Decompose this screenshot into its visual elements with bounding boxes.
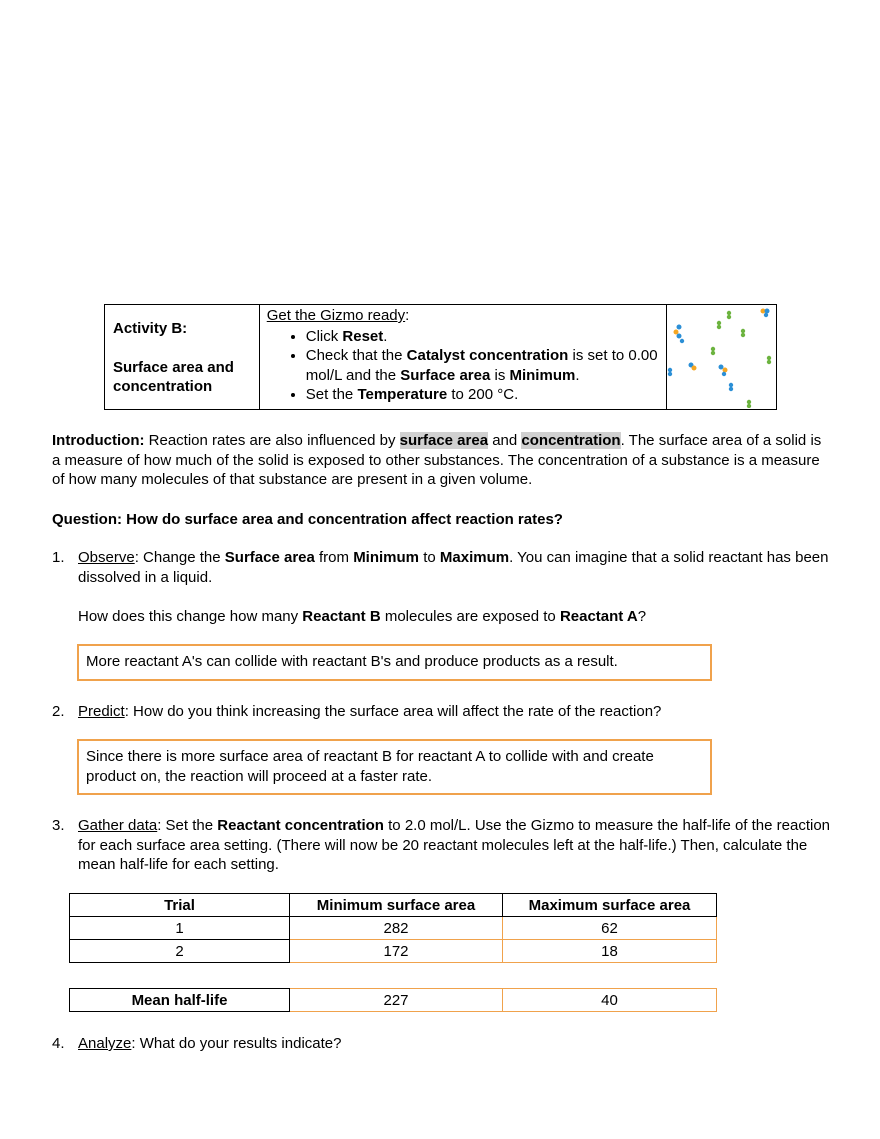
answer-box-2[interactable]: Since there is more surface area of reactant B for reactant A to collide with and create product on, the reaction will proceed at a faster rate. <box>77 739 712 795</box>
item-gather-data: 3. Gather data: Set the Reactant concentration to 2.0 mol/L. Use the Gizmo to measure the half-life of the reaction for each surface area setting. (There will now be 20 reactant molecules left at the half-life.) Then, calculate the mean half-life for each setting. <box>52 817 831 873</box>
table-header-row: Trial Minimum surface area Maximum surface area <box>70 894 717 917</box>
item-label: Observe <box>78 549 135 566</box>
input-cell[interactable]: 282 <box>290 917 503 940</box>
item-label: Analyze <box>78 1035 132 1052</box>
item-subquestion: How does this change how many Reactant B molecules are exposed to Reactant A? <box>78 607 647 625</box>
activity-subtitle-2: concentration <box>113 378 213 395</box>
gizmo-ready-heading: Get the Gizmo ready <box>266 307 406 324</box>
item-label: Predict <box>78 703 125 720</box>
activity-title: Activity B: <box>113 320 188 337</box>
mean-half-life-table <box>69 988 717 1012</box>
step-item: • Set the Temperature to 200 °C. <box>306 385 666 405</box>
step-item: • Check that the Catalyst concentration is set to 0.00 mol/L and the Surface area is Minimum. <box>306 346 666 385</box>
input-cell[interactable]: 172 <box>290 940 503 963</box>
input-cell[interactable]: 18 <box>503 940 717 963</box>
step-item: • Click Reset. <box>306 327 666 347</box>
table-row: Mean half-life 227 40 <box>70 989 717 1012</box>
activity-subtitle-1: Surface area and <box>113 359 234 376</box>
activity-header-table <box>104 304 777 410</box>
input-cell[interactable]: 40 <box>503 989 717 1012</box>
highlight-surface-area: surface area <box>399 432 489 449</box>
question-heading: Question: How do surface area and concentration affect reaction rates? <box>52 511 563 528</box>
item-label: Gather data <box>78 817 158 834</box>
gizmo-ready-cell: Get the Gizmo ready: • Click Reset. • Check that the Catalyst concentration is set to 0.00 mol/L and the Surface area is Minimum. • Set the Temperature to 200 °C. <box>260 305 667 409</box>
input-cell[interactable]: 62 <box>503 917 717 940</box>
introduction-paragraph: Introduction: Reaction rates are also influenced by surface area and concentration. The surface area of a solid is a measure of how much of the solid is exposed to other substances. The concentration of a substance is a measure of how many molecules of that substance are present in a given volume. <box>52 432 822 488</box>
item-analyze: 4. Analyze: What do your results indicate? <box>52 1035 342 1052</box>
input-cell[interactable]: 227 <box>290 989 503 1012</box>
molecules-icon <box>667 305 776 408</box>
half-life-table <box>69 893 717 963</box>
molecules-illustration-icon <box>667 305 776 409</box>
introduction-label: Introduction: <box>52 432 145 449</box>
answer-box-1[interactable]: More reactant A's can collide with reactant B's and produce products as a result. <box>77 644 712 681</box>
gizmo-steps-list <box>267 327 666 405</box>
table-row: 2 172 18 <box>70 940 717 963</box>
activity-title-cell <box>105 305 260 409</box>
item-observe: 1. Observe: Change the Surface area from Minimum to Maximum. You can imagine that a solid reactant has been dissolved in a liquid. How does this change how many Reactant B molecules are exposed to Reactant A? <box>52 548 832 626</box>
table-row: 1 282 62 <box>70 917 717 940</box>
item-predict: 2. Predict: How do you think increasing the surface area will affect the rate of the reaction? <box>52 703 662 720</box>
highlight-concentration: concentration <box>521 432 621 449</box>
